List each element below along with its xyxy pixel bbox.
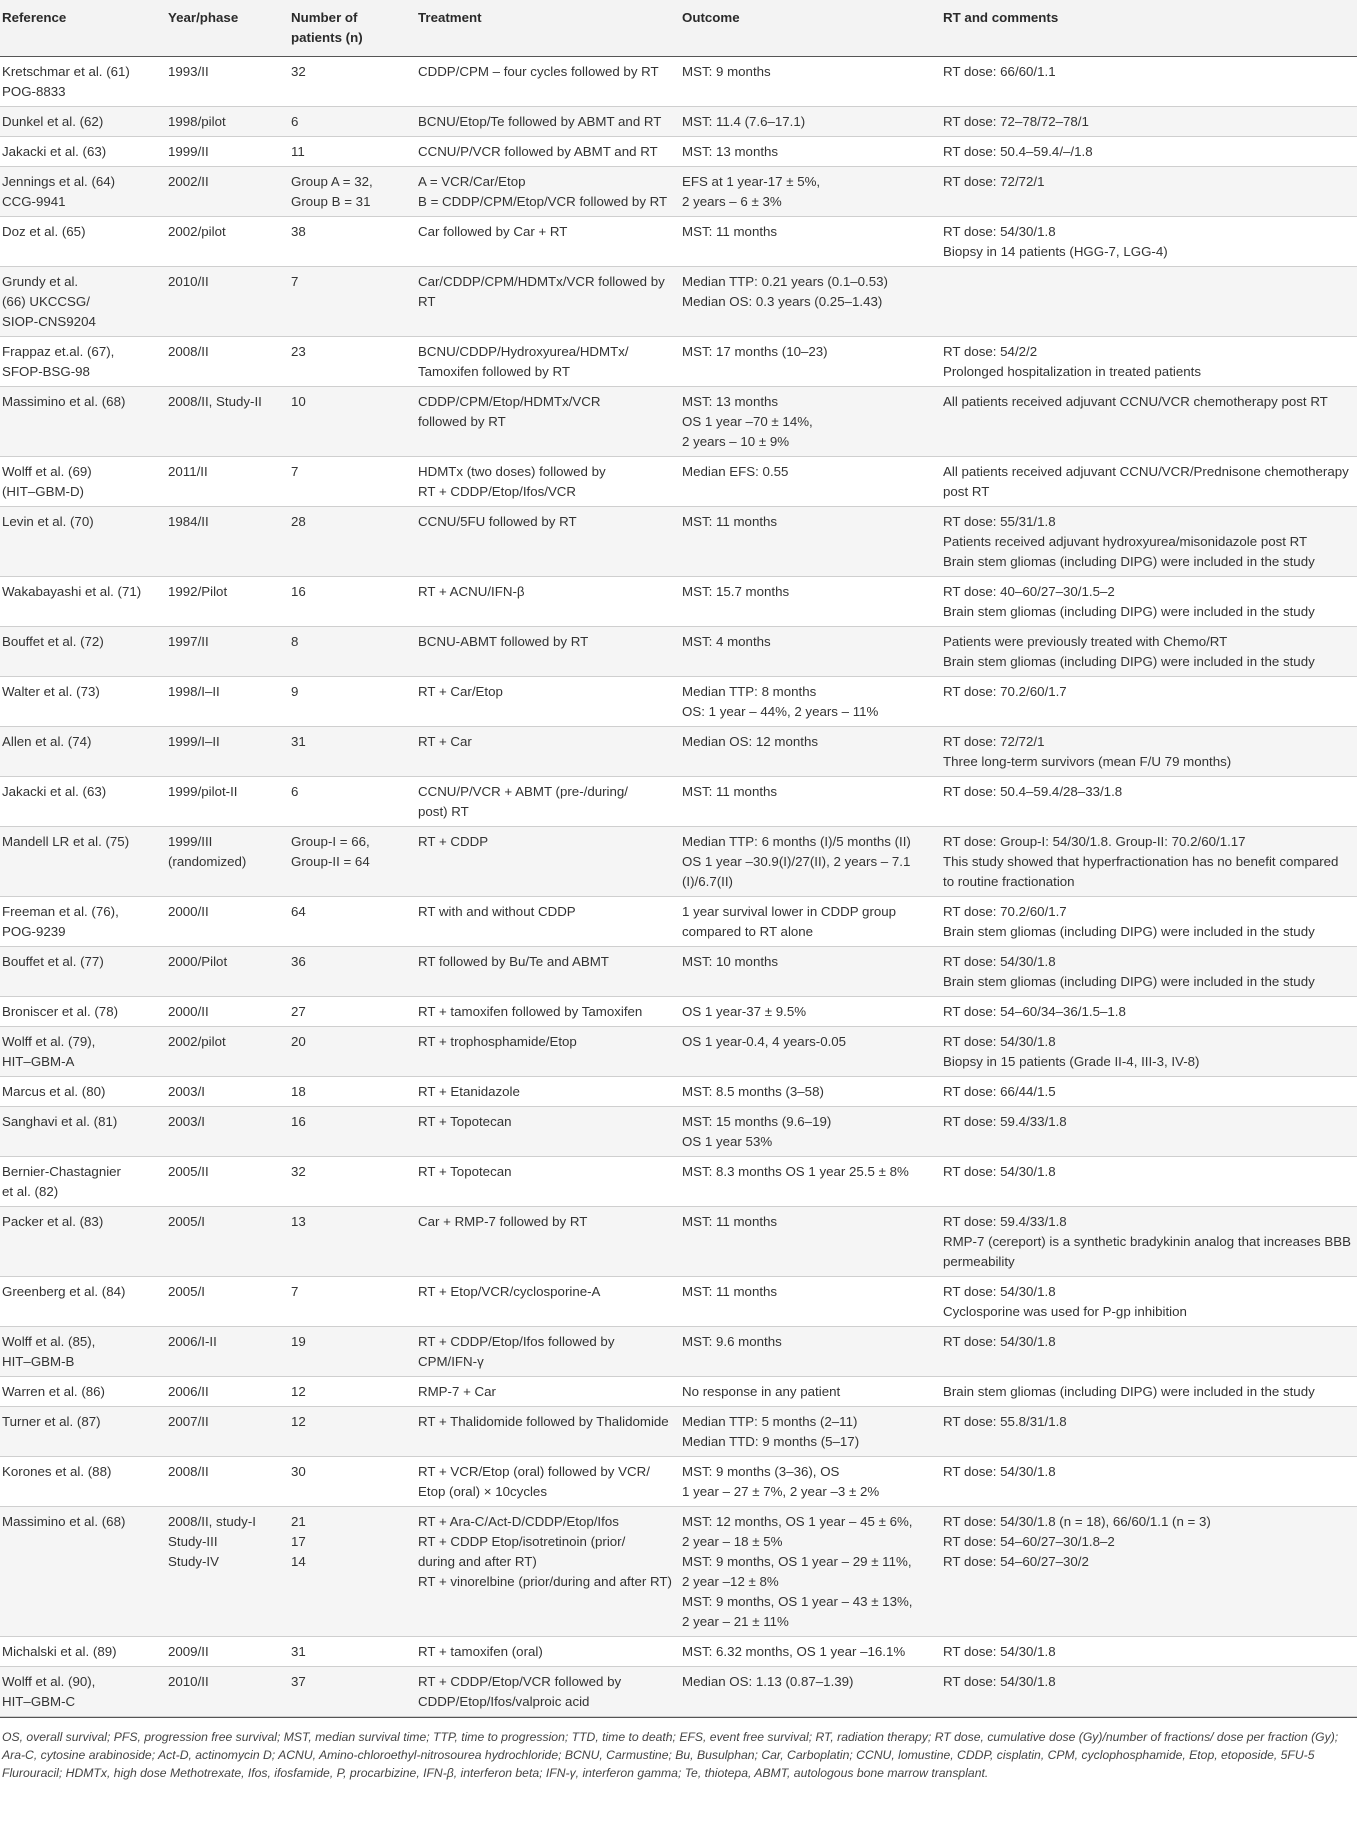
table-row xyxy=(0,677,1357,727)
cell-outcome: MST: 11 months xyxy=(680,217,941,267)
cell-rt-and-comments: RT dose: 72–78/72–78/1 xyxy=(941,107,1357,137)
table-row xyxy=(0,507,1357,577)
cell-rt-and-comments: RT dose: 54/30/1.8 xyxy=(941,1637,1357,1667)
cell-number-of-patients: Group-I = 66, Group-II = 64 xyxy=(289,827,416,897)
cell-treatment: HDMTx (two doses) followed by RT + CDDP/Etop/Ifos/VCR xyxy=(416,457,680,507)
cell-outcome: MST: 9 months (3–36), OS 1 year – 27 ± 7%, 2 year –3 ± 2% xyxy=(680,1457,941,1507)
cell-reference: Warren et al. (86) xyxy=(0,1377,166,1407)
cell-rt-and-comments: RT dose: 54/30/1.8 xyxy=(941,1157,1357,1207)
cell-outcome: MST: 8.5 months (3–58) xyxy=(680,1077,941,1107)
cell-treatment: RT + tamoxifen followed by Tamoxifen xyxy=(416,997,680,1027)
cell-rt-and-comments: RT dose: Group-I: 54/30/1.8. Group-II: 70.2/60/1.17 This study showed that hyperfractionation has no benefit compared to routine fractionation xyxy=(941,827,1357,897)
table-row xyxy=(0,217,1357,267)
column-header-rt-and-comments: RT and comments xyxy=(941,0,1357,57)
cell-number-of-patients: 31 xyxy=(289,727,416,777)
cell-outcome: MST: 11.4 (7.6–17.1) xyxy=(680,107,941,137)
cell-treatment: CDDP/CPM/Etop/HDMTx/VCR followed by RT xyxy=(416,387,680,457)
cell-number-of-patients: 7 xyxy=(289,1277,416,1327)
cell-treatment: CCNU/P/VCR followed by ABMT and RT xyxy=(416,137,680,167)
cell-outcome: No response in any patient xyxy=(680,1377,941,1407)
cell-year-phase: 2000/Pilot xyxy=(166,947,289,997)
cell-number-of-patients: 32 xyxy=(289,1157,416,1207)
cell-year-phase: 2003/I xyxy=(166,1107,289,1157)
cell-rt-and-comments: RT dose: 54/30/1.8 xyxy=(941,1457,1357,1507)
cell-rt-and-comments: RT dose: 55.8/31/1.8 xyxy=(941,1407,1357,1457)
cell-outcome: MST: 13 months xyxy=(680,137,941,167)
cell-reference: Turner et al. (87) xyxy=(0,1407,166,1457)
cell-number-of-patients: 21 17 14 xyxy=(289,1507,416,1637)
cell-number-of-patients: 20 xyxy=(289,1027,416,1077)
cell-treatment: RT + Thalidomide followed by Thalidomide xyxy=(416,1407,680,1457)
cell-treatment: BCNU-ABMT followed by RT xyxy=(416,627,680,677)
table-row xyxy=(0,627,1357,677)
table-row xyxy=(0,1077,1357,1107)
table-row xyxy=(0,777,1357,827)
table-row xyxy=(0,1637,1357,1667)
cell-number-of-patients: 37 xyxy=(289,1667,416,1717)
cell-reference: Massimino et al. (68) xyxy=(0,387,166,457)
cell-outcome: 1 year survival lower in CDDP group compared to RT alone xyxy=(680,897,941,947)
cell-number-of-patients: 31 xyxy=(289,1637,416,1667)
cell-year-phase: 1998/pilot xyxy=(166,107,289,137)
cell-year-phase: 1999/II xyxy=(166,137,289,167)
table-row xyxy=(0,1457,1357,1507)
table-body xyxy=(0,57,1357,1717)
cell-year-phase: 2008/II, study-I Study-III Study-IV xyxy=(166,1507,289,1637)
cell-treatment: RT + Etop/VCR/cyclosporine-A xyxy=(416,1277,680,1327)
table-row xyxy=(0,1027,1357,1077)
cell-reference: Marcus et al. (80) xyxy=(0,1077,166,1107)
cell-year-phase: 2002/II xyxy=(166,167,289,217)
cell-year-phase: 2008/II xyxy=(166,1457,289,1507)
cell-outcome: OS 1 year-0.4, 4 years-0.05 xyxy=(680,1027,941,1077)
cell-outcome: MST: 15 months (9.6–19) OS 1 year 53% xyxy=(680,1107,941,1157)
cell-year-phase: 2005/I xyxy=(166,1277,289,1327)
cell-year-phase: 1992/Pilot xyxy=(166,577,289,627)
column-header-treatment: Treatment xyxy=(416,0,680,57)
cell-treatment: RT + VCR/Etop (oral) followed by VCR/ Etop (oral) × 10cycles xyxy=(416,1457,680,1507)
cell-reference: Wolff et al. (90), HIT–GBM-C xyxy=(0,1667,166,1717)
cell-year-phase: 2000/II xyxy=(166,897,289,947)
cell-number-of-patients: 16 xyxy=(289,577,416,627)
cell-reference: Doz et al. (65) xyxy=(0,217,166,267)
cell-number-of-patients: 11 xyxy=(289,137,416,167)
cell-treatment: RT + CDDP/Etop/VCR followed by CDDP/Etop/Ifos/valproic acid xyxy=(416,1667,680,1717)
cell-reference: Bouffet et al. (72) xyxy=(0,627,166,677)
column-header-number-of-patients: Number of patients (n) xyxy=(289,0,416,57)
cell-reference: Levin et al. (70) xyxy=(0,507,166,577)
cell-rt-and-comments: RT dose: 66/44/1.5 xyxy=(941,1077,1357,1107)
cell-outcome: MST: 11 months xyxy=(680,777,941,827)
cell-treatment: Car followed by Car + RT xyxy=(416,217,680,267)
cell-number-of-patients: 7 xyxy=(289,457,416,507)
cell-outcome: MST: 11 months xyxy=(680,1207,941,1277)
cell-reference: Bernier-Chastagnier et al. (82) xyxy=(0,1157,166,1207)
cell-reference: Wakabayashi et al. (71) xyxy=(0,577,166,627)
cell-number-of-patients: 10 xyxy=(289,387,416,457)
cell-number-of-patients: 27 xyxy=(289,997,416,1027)
cell-reference: Michalski et al. (89) xyxy=(0,1637,166,1667)
column-header-outcome: Outcome xyxy=(680,0,941,57)
cell-outcome: EFS at 1 year-17 ± 5%, 2 years – 6 ± 3% xyxy=(680,167,941,217)
cell-rt-and-comments: RT dose: 55/31/1.8 Patients received adjuvant hydroxyurea/misonidazole post RT Brain stem gliomas (including DIPG) were included in the study xyxy=(941,507,1357,577)
cell-year-phase: 2010/II xyxy=(166,267,289,337)
cell-outcome: MST: 4 months xyxy=(680,627,941,677)
cell-rt-and-comments: Patients were previously treated with Chemo/RT Brain stem gliomas (including DIPG) were included in the study xyxy=(941,627,1357,677)
cell-rt-and-comments: Brain stem gliomas (including DIPG) were included in the study xyxy=(941,1377,1357,1407)
cell-rt-and-comments: All patients received adjuvant CCNU/VCR/Prednisone chemotherapy post RT xyxy=(941,457,1357,507)
cell-treatment: RT + CDDP/Etop/Ifos followed by CPM/IFN-γ xyxy=(416,1327,680,1377)
cell-reference: Korones et al. (88) xyxy=(0,1457,166,1507)
cell-rt-and-comments: RT dose: 50.4–59.4/28–33/1.8 xyxy=(941,777,1357,827)
cell-treatment: RT + trophosphamide/Etop xyxy=(416,1027,680,1077)
cell-treatment: RT + Etanidazole xyxy=(416,1077,680,1107)
cell-number-of-patients: 6 xyxy=(289,107,416,137)
cell-year-phase: 2005/II xyxy=(166,1157,289,1207)
cell-treatment: Car + RMP-7 followed by RT xyxy=(416,1207,680,1277)
cell-outcome: Median TTP: 6 months (I)/5 months (II) OS 1 year –30.9(I)/27(II), 2 years – 7.1 (I)/6.7(II) xyxy=(680,827,941,897)
cell-reference: Jakacki et al. (63) xyxy=(0,137,166,167)
cell-outcome: MST: 9.6 months xyxy=(680,1327,941,1377)
cell-treatment: BCNU/Etop/Te followed by ABMT and RT xyxy=(416,107,680,137)
cell-reference: Wolff et al. (85), HIT–GBM-B xyxy=(0,1327,166,1377)
table-row xyxy=(0,947,1357,997)
cell-year-phase: 2010/II xyxy=(166,1667,289,1717)
cell-rt-and-comments: RT dose: 54/30/1.8 Cyclosporine was used for P-gp inhibition xyxy=(941,1277,1357,1327)
cell-outcome: Median TTP: 0.21 years (0.1–0.53) Median OS: 0.3 years (0.25–1.43) xyxy=(680,267,941,337)
cell-outcome: MST: 12 months, OS 1 year – 45 ± 6%, 2 year – 18 ± 5% MST: 9 months, OS 1 year – 29 ± 11%, 2 year –12 ± 8% MST: 9 months, OS 1 year – 43 ± 13%, 2 year – 21 ± 11% xyxy=(680,1507,941,1637)
cell-reference: Massimino et al. (68) xyxy=(0,1507,166,1637)
cell-treatment: RT + Ara-C/Act-D/CDDP/Etop/Ifos RT + CDDP Etop/isotretinoin (prior/ during and after RT) RT + vinorelbine (prior/during and after RT) xyxy=(416,1507,680,1637)
cell-outcome: MST: 17 months (10–23) xyxy=(680,337,941,387)
cell-outcome: MST: 9 months xyxy=(680,57,941,107)
table-row xyxy=(0,1157,1357,1207)
cell-rt-and-comments: RT dose: 72/72/1 xyxy=(941,167,1357,217)
cell-number-of-patients: 16 xyxy=(289,1107,416,1157)
cell-number-of-patients: 9 xyxy=(289,677,416,727)
column-header-year-phase: Year/phase xyxy=(166,0,289,57)
cell-outcome: OS 1 year-37 ± 9.5% xyxy=(680,997,941,1027)
cell-rt-and-comments: RT dose: 59.4/33/1.8 RMP-7 (cereport) is a synthetic bradykinin analog that increases BBB permeability xyxy=(941,1207,1357,1277)
cell-treatment: RT + tamoxifen (oral) xyxy=(416,1637,680,1667)
cell-number-of-patients: 6 xyxy=(289,777,416,827)
cell-reference: Allen et al. (74) xyxy=(0,727,166,777)
cell-treatment: CDDP/CPM – four cycles followed by RT xyxy=(416,57,680,107)
cell-outcome: Median OS: 1.13 (0.87–1.39) xyxy=(680,1667,941,1717)
cell-treatment: RT + Topotecan xyxy=(416,1157,680,1207)
cell-rt-and-comments: RT dose: 70.2/60/1.7 Brain stem gliomas (including DIPG) were included in the study xyxy=(941,897,1357,947)
cell-rt-and-comments: RT dose: 54/30/1.8 xyxy=(941,1327,1357,1377)
cell-treatment: RT + Car/Etop xyxy=(416,677,680,727)
cell-number-of-patients: Group A = 32, Group B = 31 xyxy=(289,167,416,217)
column-header-reference: Reference xyxy=(0,0,166,57)
cell-outcome: Median TTP: 8 months OS: 1 year – 44%, 2 years – 11% xyxy=(680,677,941,727)
cell-rt-and-comments: RT dose: 54/30/1.8 xyxy=(941,1667,1357,1717)
cell-reference: Freeman et al. (76), POG-9239 xyxy=(0,897,166,947)
cell-number-of-patients: 64 xyxy=(289,897,416,947)
table-row xyxy=(0,267,1357,337)
cell-outcome: MST: 6.32 months, OS 1 year –16.1% xyxy=(680,1637,941,1667)
table-row xyxy=(0,167,1357,217)
cell-reference: Bouffet et al. (77) xyxy=(0,947,166,997)
cell-treatment: RT + ACNU/IFN-β xyxy=(416,577,680,627)
cell-reference: Wolff et al. (79), HIT–GBM-A xyxy=(0,1027,166,1077)
cell-number-of-patients: 38 xyxy=(289,217,416,267)
cell-reference: Grundy et al. (66) UKCCSG/ SIOP-CNS9204 xyxy=(0,267,166,337)
table-row xyxy=(0,1407,1357,1457)
cell-reference: Packer et al. (83) xyxy=(0,1207,166,1277)
table-row xyxy=(0,1507,1357,1637)
cell-treatment: RT with and without CDDP xyxy=(416,897,680,947)
cell-year-phase: 2003/I xyxy=(166,1077,289,1107)
table-row xyxy=(0,107,1357,137)
cell-number-of-patients: 12 xyxy=(289,1407,416,1457)
table-footnote: OS, overall survival; PFS, progression free survival; MST, median survival time; TTP, time to progression; TTD, time to death; EFS, event free survival; RT, radiation therapy; RT dose, cumulative dose (Gy)/number of fractions/ dose per fraction (Gy); Ara-C, cytosine arabinoside; Act-D, actinomycin D; ACNU, Amino-chloroethyl-nitrosourea hydrochloride; BCNU, Carmustine; Bu, Busulphan; Car, Carboplatin; CCNU, lomustine, CDDP, cisplatin, CPM, cyclophosphamide, Etop, etoposide, 5FU-5 Flurouracil; HDMTx, high dose Methotrexate, Ifos, ifosfamide, P, procarbizine, IFN-β, interferon beta; IFN-γ, interferon gamma; Te, thiotepa, ABMT, autologous bone marrow transplant. xyxy=(0,1717,1357,1782)
cell-year-phase: 1997/II xyxy=(166,627,289,677)
cell-year-phase: 2008/II, Study-II xyxy=(166,387,289,457)
cell-number-of-patients: 7 xyxy=(289,267,416,337)
cell-number-of-patients: 13 xyxy=(289,1207,416,1277)
cell-year-phase: 2006/I-II xyxy=(166,1327,289,1377)
cell-rt-and-comments: RT dose: 54/30/1.8 (n = 18), 66/60/1.1 (n = 3) RT dose: 54–60/27–30/1.8–2 RT dose: 54–60/27–30/2 xyxy=(941,1507,1357,1637)
cell-year-phase: 1998/I–II xyxy=(166,677,289,727)
cell-rt-and-comments: RT dose: 54/30/1.8 Biopsy in 14 patients (HGG-7, LGG-4) xyxy=(941,217,1357,267)
cell-rt-and-comments: RT dose: 40–60/27–30/1.5–2 Brain stem gliomas (including DIPG) were included in the study xyxy=(941,577,1357,627)
cell-reference: Broniscer et al. (78) xyxy=(0,997,166,1027)
cell-year-phase: 1999/I–II xyxy=(166,727,289,777)
cell-rt-and-comments: RT dose: 54–60/34–36/1.5–1.8 xyxy=(941,997,1357,1027)
cell-number-of-patients: 19 xyxy=(289,1327,416,1377)
cell-rt-and-comments: All patients received adjuvant CCNU/VCR chemotherapy post RT xyxy=(941,387,1357,457)
cell-year-phase: 2006/II xyxy=(166,1377,289,1407)
cell-year-phase: 2008/II xyxy=(166,337,289,387)
cell-outcome: MST: 15.7 months xyxy=(680,577,941,627)
cell-outcome: MST: 8.3 months OS 1 year 25.5 ± 8% xyxy=(680,1157,941,1207)
cell-number-of-patients: 32 xyxy=(289,57,416,107)
cell-rt-and-comments: RT dose: 59.4/33/1.8 xyxy=(941,1107,1357,1157)
cell-reference: Kretschmar et al. (61) POG-8833 xyxy=(0,57,166,107)
cell-number-of-patients: 23 xyxy=(289,337,416,387)
table-row xyxy=(0,1107,1357,1157)
cell-number-of-patients: 12 xyxy=(289,1377,416,1407)
table-row xyxy=(0,337,1357,387)
cell-rt-and-comments: RT dose: 54/30/1.8 Brain stem gliomas (including DIPG) were included in the study xyxy=(941,947,1357,997)
cell-treatment: CCNU/5FU followed by RT xyxy=(416,507,680,577)
cell-reference: Walter et al. (73) xyxy=(0,677,166,727)
table-header xyxy=(0,0,1357,57)
cell-number-of-patients: 8 xyxy=(289,627,416,677)
cell-outcome: Median TTP: 5 months (2–11) Median TTD: 9 months (5–17) xyxy=(680,1407,941,1457)
header-row xyxy=(0,0,1357,57)
table-row xyxy=(0,1377,1357,1407)
cell-treatment: RMP-7 + Car xyxy=(416,1377,680,1407)
cell-reference: Frappaz et.al. (67), SFOP-BSG-98 xyxy=(0,337,166,387)
cell-treatment: A = VCR/Car/Etop B = CDDP/CPM/Etop/VCR followed by RT xyxy=(416,167,680,217)
cell-year-phase: 1999/pilot-II xyxy=(166,777,289,827)
cell-year-phase: 2009/II xyxy=(166,1637,289,1667)
cell-treatment: BCNU/CDDP/Hydroxyurea/HDMTx/ Tamoxifen followed by RT xyxy=(416,337,680,387)
cell-rt-and-comments xyxy=(941,267,1357,337)
cell-rt-and-comments: RT dose: 66/60/1.1 xyxy=(941,57,1357,107)
cell-year-phase: 2002/pilot xyxy=(166,217,289,267)
cell-number-of-patients: 28 xyxy=(289,507,416,577)
cell-reference: Sanghavi et al. (81) xyxy=(0,1107,166,1157)
cell-reference: Wolff et al. (69) (HIT–GBM-D) xyxy=(0,457,166,507)
cell-treatment: Car/CDDP/CPM/HDMTx/VCR followed by RT xyxy=(416,267,680,337)
table-row xyxy=(0,1277,1357,1327)
cell-year-phase: 2005/I xyxy=(166,1207,289,1277)
cell-number-of-patients: 18 xyxy=(289,1077,416,1107)
table-row xyxy=(0,1667,1357,1717)
table-row xyxy=(0,827,1357,897)
table-row xyxy=(0,57,1357,107)
table-row xyxy=(0,1207,1357,1277)
cell-outcome: Median EFS: 0.55 xyxy=(680,457,941,507)
cell-year-phase: 2007/II xyxy=(166,1407,289,1457)
cell-rt-and-comments: RT dose: 70.2/60/1.7 xyxy=(941,677,1357,727)
cell-outcome: MST: 11 months xyxy=(680,507,941,577)
cell-reference: Greenberg et al. (84) xyxy=(0,1277,166,1327)
cell-reference: Jennings et al. (64) CCG-9941 xyxy=(0,167,166,217)
cell-year-phase: 1999/III (randomized) xyxy=(166,827,289,897)
cell-year-phase: 2002/pilot xyxy=(166,1027,289,1077)
table-row xyxy=(0,577,1357,627)
cell-treatment: RT + Car xyxy=(416,727,680,777)
cell-number-of-patients: 36 xyxy=(289,947,416,997)
table-row xyxy=(0,1327,1357,1377)
cell-year-phase: 2011/II xyxy=(166,457,289,507)
table-row xyxy=(0,897,1357,947)
cell-treatment: CCNU/P/VCR + ABMT (pre-/during/ post) RT xyxy=(416,777,680,827)
table-row xyxy=(0,387,1357,457)
cell-reference: Dunkel et al. (62) xyxy=(0,107,166,137)
cell-rt-and-comments: RT dose: 50.4–59.4/–/1.8 xyxy=(941,137,1357,167)
cell-outcome: MST: 13 months OS 1 year –70 ± 14%, 2 years – 10 ± 9% xyxy=(680,387,941,457)
cell-treatment: RT followed by Bu/Te and ABMT xyxy=(416,947,680,997)
table-row xyxy=(0,997,1357,1027)
table-row xyxy=(0,457,1357,507)
table-row xyxy=(0,137,1357,167)
cell-rt-and-comments: RT dose: 54/30/1.8 Biopsy in 15 patients (Grade II-4, III-3, IV-8) xyxy=(941,1027,1357,1077)
cell-outcome: Median OS: 12 months xyxy=(680,727,941,777)
cell-outcome: MST: 10 months xyxy=(680,947,941,997)
cell-number-of-patients: 30 xyxy=(289,1457,416,1507)
cell-rt-and-comments: RT dose: 72/72/1 Three long-term survivors (mean F/U 79 months) xyxy=(941,727,1357,777)
cell-treatment: RT + CDDP xyxy=(416,827,680,897)
cell-reference: Jakacki et al. (63) xyxy=(0,777,166,827)
cell-reference: Mandell LR et al. (75) xyxy=(0,827,166,897)
cell-rt-and-comments: RT dose: 54/2/2 Prolonged hospitalization in treated patients xyxy=(941,337,1357,387)
cell-year-phase: 2000/II xyxy=(166,997,289,1027)
table-row xyxy=(0,727,1357,777)
cell-treatment: RT + Topotecan xyxy=(416,1107,680,1157)
cell-year-phase: 1993/II xyxy=(166,57,289,107)
cell-outcome: MST: 11 months xyxy=(680,1277,941,1327)
cell-year-phase: 1984/II xyxy=(166,507,289,577)
